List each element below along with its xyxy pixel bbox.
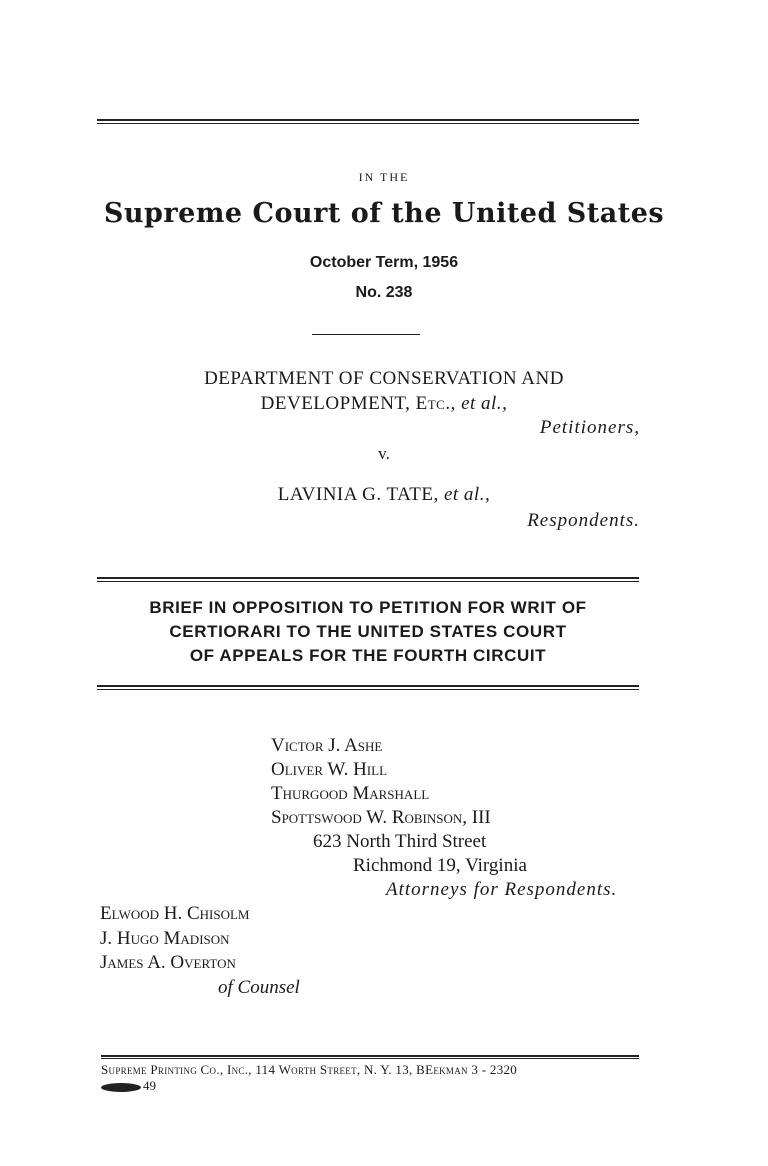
in-the-label: IN THE <box>358 170 410 184</box>
footer-double-rule <box>101 1055 639 1059</box>
versus-label: v. <box>378 444 390 463</box>
petitioner-name-line2 <box>0 393 768 415</box>
respondent-name-text: LAVINIA G. TATE, et al., <box>277 484 491 505</box>
attorney-name: Victor J. Ashe <box>271 735 383 756</box>
respondents-label: Respondents. <box>527 510 640 531</box>
brief-title <box>97 596 639 668</box>
docket-number: No. 238 <box>355 284 413 301</box>
term-label: October Term, 1956 <box>309 254 459 271</box>
middle-double-rule <box>97 577 639 582</box>
lower-double-rule <box>97 685 639 690</box>
union-number: 49 <box>143 1078 156 1093</box>
attorney-name: Thurgood Marshall <box>271 783 430 804</box>
brief-title-line: OF APPEALS FOR THE FOURTH CIRCUIT <box>189 646 547 665</box>
of-counsel-label: of Counsel <box>218 976 300 998</box>
union-label <box>101 1078 156 1094</box>
court-name: Supreme Court of the United States <box>103 198 665 229</box>
petitioners-label: Petitioners, <box>539 417 640 438</box>
petitioner-name-line1: DEPARTMENT OF CONSERVATION AND <box>204 368 564 389</box>
union-bug-icon <box>101 1083 141 1092</box>
attorney-name: Oliver W. Hill <box>271 759 388 780</box>
attorneys-block <box>271 734 617 902</box>
top-double-rule <box>97 119 639 124</box>
attorney-address-city: Richmond 19, Virginia <box>353 855 527 876</box>
short-divider <box>312 334 420 335</box>
counsel-name: J. Hugo Madison <box>100 927 230 949</box>
brief-title-line: BRIEF IN OPPOSITION TO PETITION FOR WRIT OF <box>149 598 587 617</box>
counsel-name: James A. Overton <box>100 952 236 973</box>
attorneys-role: Attorneys for Respondents. <box>386 879 618 900</box>
attorney-name: Spottswood W. Robinson, III <box>271 807 491 828</box>
petitioner-name-line2-text: DEVELOPMENT, Etc., et al., <box>260 393 508 414</box>
counsel-name: Elwood H. Chisolm <box>100 903 250 924</box>
printer-imprint: Supreme Printing Co., Inc., 114 Worth Street, N. Y. 13, BEekman 3 - 2320 <box>101 1062 518 1077</box>
respondent-name <box>0 484 768 506</box>
attorney-address-street: 623 North Third Street <box>313 831 487 852</box>
of-counsel-block <box>100 902 300 1000</box>
brief-title-line: CERTIORARI TO THE UNITED STATES COURT <box>169 622 567 641</box>
